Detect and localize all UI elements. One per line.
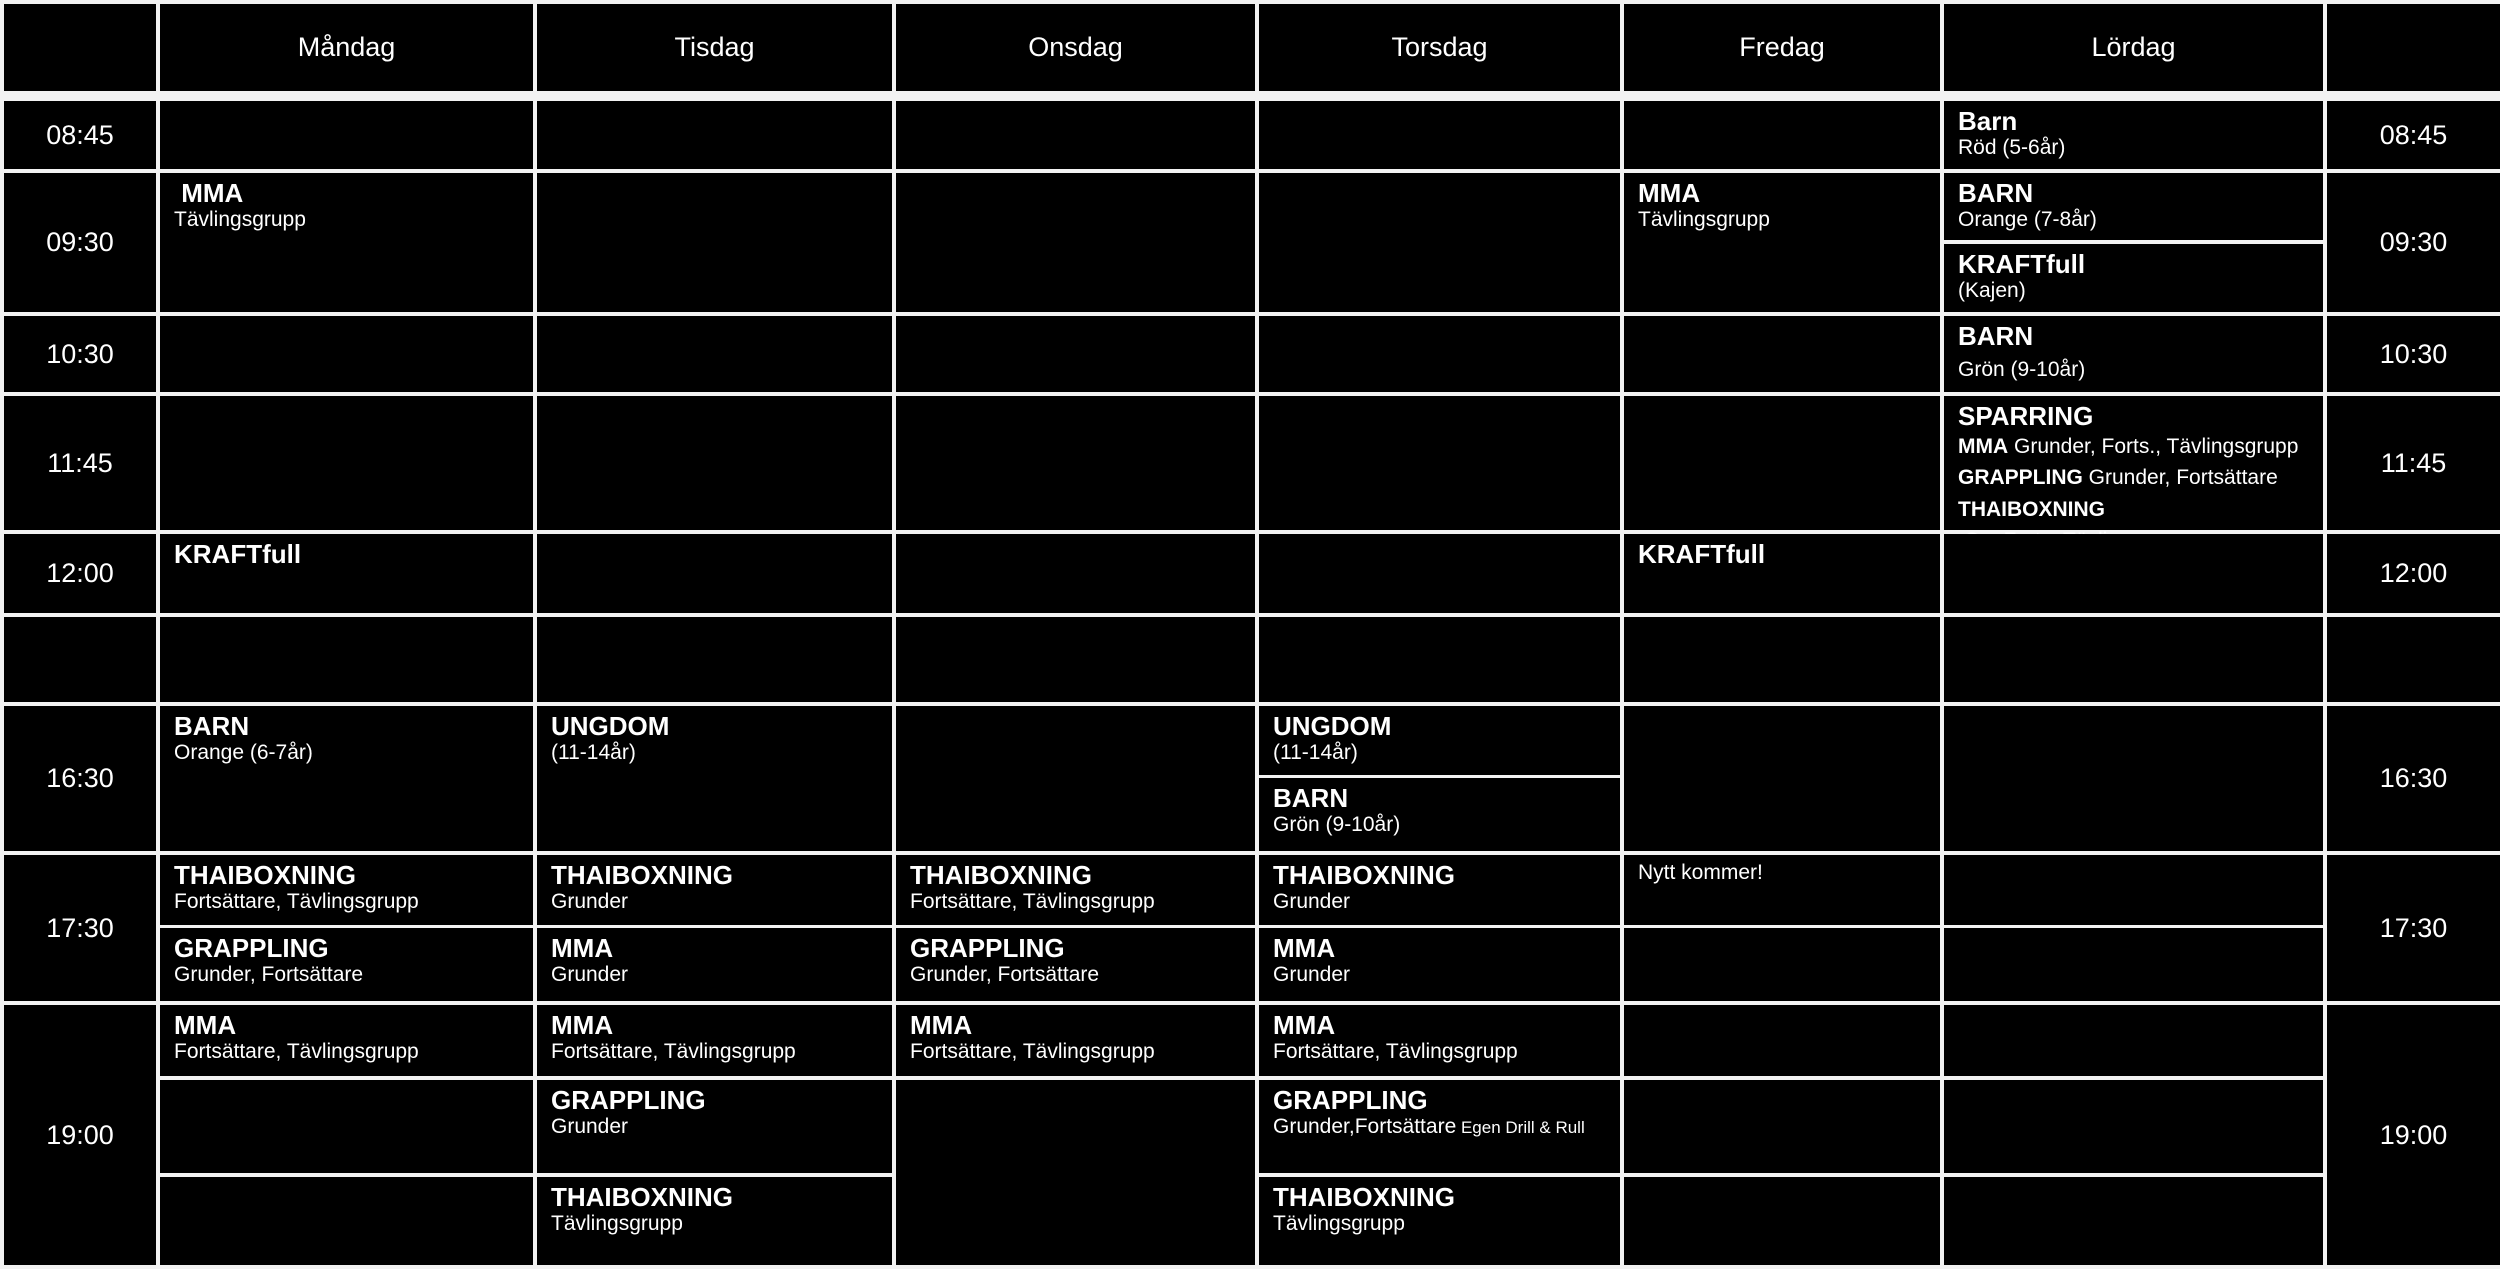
class-cell <box>1259 928 1620 1001</box>
header-day-monday: Måndag <box>160 4 533 91</box>
class-subtitle: Tävlingsgrupp <box>551 1212 683 1236</box>
empty-cell <box>160 617 533 702</box>
time-right: 16:30 <box>2327 706 2500 851</box>
time-left: 17:30 <box>4 855 156 1001</box>
empty-cell <box>896 396 1255 530</box>
class-title: KRAFTfull <box>174 539 302 569</box>
class-title: MMA <box>551 933 614 963</box>
class-title: GRAPPLING <box>551 1085 706 1115</box>
class-subtitle: Grunder <box>551 1115 629 1139</box>
class-subtitle: (11-14år) <box>1273 741 1358 765</box>
class-line-text: Grunder, Fortsättare <box>2082 466 2278 490</box>
class-cell <box>1259 1005 1620 1076</box>
class-cell <box>896 928 1255 1001</box>
class-title: BARN <box>1958 321 2034 351</box>
empty-cell <box>160 101 533 169</box>
empty-cell <box>1624 316 1940 392</box>
empty-cell <box>1944 706 2323 851</box>
class-subtitle: Grunder <box>551 963 629 987</box>
empty-cell <box>896 534 1255 613</box>
time-left: 11:45 <box>4 396 156 530</box>
class-title: THAIBOXNING <box>174 860 356 890</box>
empty-cell <box>537 101 892 169</box>
class-subtitle: Fortsättare, Tävlingsgrupp <box>551 1040 796 1064</box>
empty-cell <box>1624 1080 1940 1173</box>
class-title: MMA <box>1273 1010 1336 1040</box>
class-line-bold: MMA <box>1958 434 2009 458</box>
class-cell <box>537 928 892 1001</box>
empty-cell <box>1259 173 1620 312</box>
class-title: THAIBOXNING <box>1273 860 1455 890</box>
class-title: UNGDOM <box>551 711 670 741</box>
class-title: THAIBOXNING <box>551 860 733 890</box>
header-day-thursday: Torsdag <box>1259 4 1620 91</box>
time-left: 19:00 <box>4 1005 156 1265</box>
empty-cell <box>1259 101 1620 169</box>
class-title: MMA <box>174 1010 237 1040</box>
time-right: 11:45 <box>2327 396 2500 530</box>
class-title: THAIBOXNING <box>551 1182 733 1212</box>
time-right: 19:00 <box>2327 1005 2500 1265</box>
empty-cell <box>160 316 533 392</box>
header-day-friday: Fredag <box>1624 4 1940 91</box>
class-note: Nytt kommer! <box>1638 861 1763 884</box>
class-title: SPARRING <box>1958 401 2094 431</box>
empty-cell <box>896 617 1255 702</box>
class-subtitle: Orange (6-7år) <box>174 741 313 765</box>
class-subtitle: Fortsättare, Tävlingsgrupp <box>174 890 419 914</box>
class-cell <box>1624 855 1940 925</box>
empty-cell <box>896 1080 1255 1265</box>
class-cell <box>1259 1080 1620 1173</box>
empty-cell <box>1944 928 2323 1001</box>
class-cell <box>537 1080 892 1173</box>
class-line-text: Grunder,Fortsättare <box>1273 1115 1457 1139</box>
empty-cell <box>1259 534 1620 613</box>
time-right: 09:30 <box>2327 173 2500 312</box>
empty-cell <box>1624 617 1940 702</box>
class-cell <box>896 855 1255 925</box>
class-subtitle: Fortsättare, Tävlingsgrupp <box>1273 1040 1518 1064</box>
empty-cell <box>1944 855 2323 925</box>
class-subtitle: Grunder, Fortsättare <box>910 963 1100 987</box>
time-right: 12:00 <box>2327 534 2500 613</box>
time-right: 17:30 <box>2327 855 2500 1001</box>
time-right: 08:45 <box>2327 101 2500 169</box>
empty-cell <box>537 534 892 613</box>
class-cell <box>160 534 533 613</box>
time-right <box>2327 617 2500 702</box>
class-cell <box>1944 173 2323 240</box>
empty-cell <box>1944 1005 2323 1076</box>
class-title: GRAPPLING <box>1273 1085 1428 1115</box>
class-cell <box>1259 706 1620 775</box>
class-title: MMA <box>1273 933 1336 963</box>
empty-cell <box>1944 1080 2323 1173</box>
class-cell <box>1259 1177 1620 1265</box>
class-cell <box>1944 396 2323 530</box>
class-title: Barn <box>1958 106 2018 136</box>
class-line-bold: GRAPPLING <box>1958 466 2083 490</box>
class-title: MMA <box>174 178 244 208</box>
time-left: 08:45 <box>4 101 156 169</box>
empty-cell <box>1944 617 2323 702</box>
class-subtitle <box>1958 431 2309 463</box>
class-subtitle: Grunder <box>1273 890 1351 914</box>
class-cell <box>160 928 533 1001</box>
time-right: 10:30 <box>2327 316 2500 392</box>
class-title: KRAFTfull <box>1638 539 1766 569</box>
class-subtitle: Tävlingsgrupp <box>1273 1212 1405 1236</box>
empty-cell <box>896 173 1255 312</box>
class-subtitle: (11-14år) <box>551 741 636 765</box>
class-title: MMA <box>1638 178 1701 208</box>
empty-cell <box>1259 316 1620 392</box>
empty-cell <box>1624 706 1940 851</box>
empty-cell <box>896 316 1255 392</box>
class-cell <box>537 1177 892 1265</box>
class-subtitle: Orange (7-8år) <box>1958 208 2097 232</box>
empty-cell <box>1624 101 1940 169</box>
class-cell <box>160 855 533 925</box>
empty-cell <box>1624 396 1940 530</box>
class-cell <box>1944 244 2323 312</box>
class-cell <box>160 706 533 851</box>
class-title: BARN <box>174 711 250 741</box>
time-left: 16:30 <box>4 706 156 851</box>
empty-cell <box>1624 928 1940 1001</box>
header-corner-left <box>4 4 156 91</box>
class-cell <box>1259 855 1620 925</box>
class-title: GRAPPLING <box>174 933 329 963</box>
empty-cell <box>1259 396 1620 530</box>
class-title: BARN <box>1273 783 1349 813</box>
time-left: 10:30 <box>4 316 156 392</box>
empty-cell <box>1944 534 2323 613</box>
class-title: KRAFTfull <box>1958 249 2086 279</box>
class-subtitle: Grön (9-10år) <box>1958 358 2086 382</box>
class-line-text: Grunder, Forts., Tävlingsgrupp <box>2008 434 2299 458</box>
class-cell <box>1944 316 2323 392</box>
class-cell <box>1624 534 1940 613</box>
class-subtitle: Grunder, Fortsättare <box>174 963 364 987</box>
class-subtitle: Röd (5-6år) <box>1958 136 2066 160</box>
class-cell <box>160 1005 533 1076</box>
empty-cell <box>537 173 892 312</box>
empty-cell <box>1944 1177 2323 1265</box>
class-title: BARN <box>1958 178 2034 208</box>
class-cell <box>537 1005 892 1076</box>
class-subtitle: Fortsättare, Tävlingsgrupp <box>910 890 1155 914</box>
empty-cell <box>896 101 1255 169</box>
empty-cell <box>537 316 892 392</box>
class-cell <box>1624 173 1940 312</box>
class-cell <box>160 173 533 312</box>
empty-cell <box>537 396 892 530</box>
class-title: MMA <box>910 1010 973 1040</box>
class-title: THAIBOXNING <box>1273 1182 1455 1212</box>
class-title: MMA <box>551 1010 614 1040</box>
class-subtitle: Grunder <box>1273 963 1351 987</box>
time-left: 12:00 <box>4 534 156 613</box>
class-subtitle <box>1273 1115 1606 1139</box>
empty-cell <box>1259 617 1620 702</box>
class-subtitle: Tävlingsgrupp <box>174 208 306 232</box>
class-subtitle: Grunder <box>551 890 629 914</box>
empty-cell <box>1624 1005 1940 1076</box>
class-cell <box>537 706 892 851</box>
class-title: UNGDOM <box>1273 711 1392 741</box>
empty-cell <box>1624 1177 1940 1265</box>
class-subtitle: Fortsättare, Tävlingsgrupp <box>910 1040 1155 1064</box>
class-title: THAIBOXNING <box>910 860 1092 890</box>
class-title: GRAPPLING <box>910 933 1065 963</box>
class-subtitle: Grön (9-10år) <box>1273 813 1401 837</box>
empty-cell <box>160 1177 533 1265</box>
empty-cell <box>160 396 533 530</box>
class-line-small: Egen Drill & Rull <box>1456 1118 1585 1138</box>
class-subtitle: Tävlingsgrupp <box>1638 208 1770 232</box>
class-cell <box>1259 778 1620 851</box>
time-left <box>4 617 156 702</box>
empty-cell <box>160 1080 533 1173</box>
class-cell <box>896 1005 1255 1076</box>
class-subtitle: Fortsättare, Tävlingsgrupp <box>174 1040 419 1064</box>
time-left: 09:30 <box>4 173 156 312</box>
empty-cell <box>896 706 1255 851</box>
header-day-saturday: Lördag <box>1944 4 2323 91</box>
class-cell <box>537 855 892 925</box>
empty-cell <box>537 617 892 702</box>
header-day-wednesday: Onsdag <box>896 4 1255 91</box>
class-line-bold: THAIBOXNING <box>1958 497 2105 521</box>
class-subtitle: (Kajen) <box>1958 279 2026 303</box>
class-subtitle <box>1958 462 2309 494</box>
header-day-tuesday: Tisdag <box>537 4 892 91</box>
header-corner-right <box>2327 4 2500 91</box>
class-cell <box>1944 101 2323 169</box>
